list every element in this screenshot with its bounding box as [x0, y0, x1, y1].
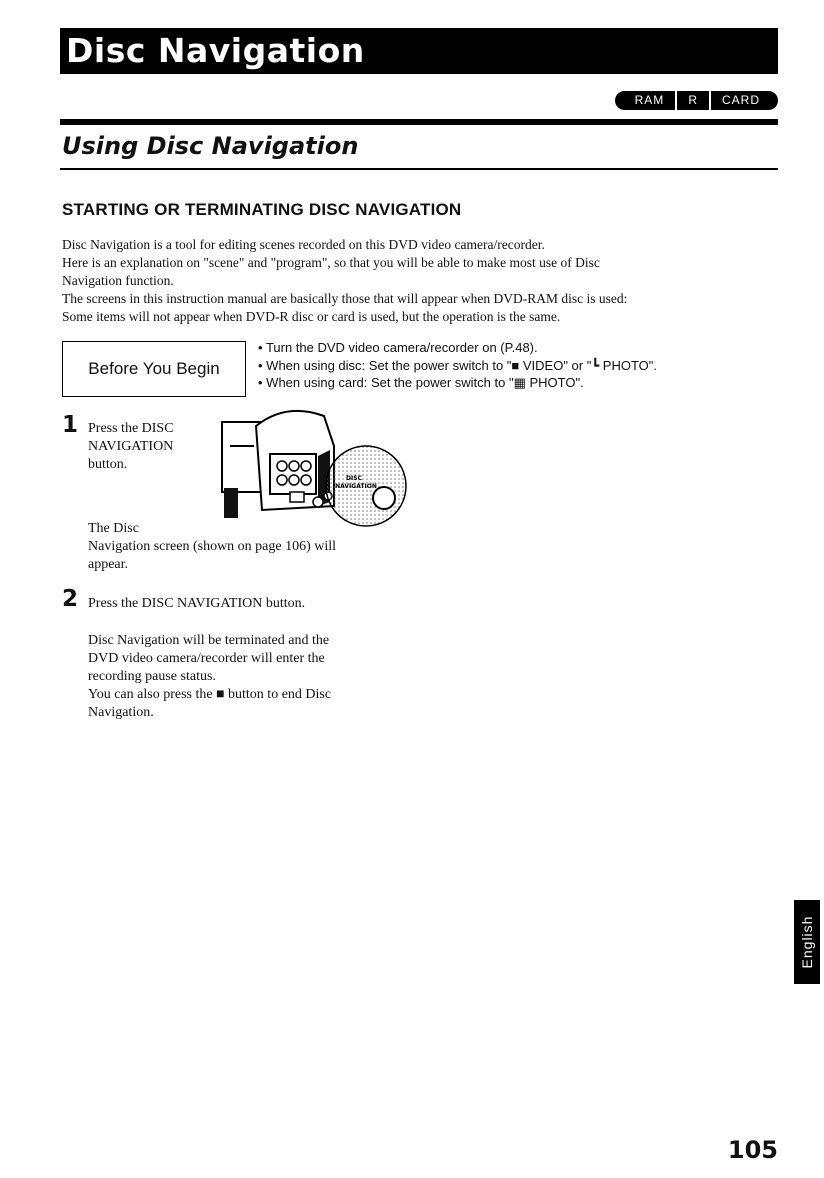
- step-line: Press the DISC NAVIGATION button.: [88, 596, 306, 611]
- badge-card: CARD: [709, 91, 778, 110]
- step-detail: [88, 632, 331, 722]
- badge-ram: RAM: [615, 91, 676, 110]
- page-number: 105: [727, 1136, 778, 1164]
- intro-line: Some items will not appear when DVD-R disc or card is used, but the operation is the same.: [62, 309, 561, 324]
- language-tab: [794, 900, 820, 984]
- navigation-button-label: NAVIGATION: [335, 483, 377, 490]
- disc-button-label: DISC: [346, 475, 362, 482]
- language-tab-label: English: [799, 915, 815, 969]
- list-item: • When using disc: Set the power switch to "■ VIDEO" or "┗ PHOTO".: [258, 357, 657, 375]
- before-you-begin-list: [258, 339, 657, 392]
- intro-line: The screens in this instruction manual are basically those that will appear when DVD-RAM disc is used:: [62, 291, 628, 306]
- subsection-heading: STARTING OR TERMINATING DISC NAVIGATION: [62, 200, 462, 219]
- step-line: button.: [88, 457, 128, 472]
- step-text: [88, 595, 305, 613]
- step-text: [88, 420, 174, 474]
- section-rule: [60, 168, 778, 170]
- step-detail-line: The Disc: [88, 521, 139, 536]
- step-detail-line: You can also press the ■ button to end Disc: [88, 687, 332, 702]
- list-item: • When using card: Set the power switch to "▦ PHOTO".: [258, 374, 657, 392]
- intro-line: Navigation function.: [62, 273, 174, 288]
- camcorder-illustration: [206, 406, 408, 528]
- media-badges: [615, 91, 778, 110]
- step-detail-line: Navigation.: [88, 705, 154, 720]
- step-number: 2: [62, 586, 79, 612]
- before-you-begin-box: Before You Begin: [62, 341, 246, 397]
- list-item: • Turn the DVD video camera/recorder on (P.48).: [258, 339, 657, 357]
- section-title: Using Disc Navigation: [62, 132, 359, 160]
- step-detail-line: DVD video camera/recorder will enter the: [88, 651, 325, 666]
- step-detail-line: Disc Navigation will be terminated and the: [88, 633, 330, 648]
- intro-paragraph: [62, 236, 778, 326]
- badge-r: R: [675, 91, 709, 110]
- intro-line: Here is an explanation on "scene" and "program", so that you will be able to make most use of Disc: [62, 255, 600, 270]
- chapter-title: Disc Navigation: [60, 28, 778, 74]
- step-line: Press the DISC: [88, 421, 174, 436]
- step-number: 1: [62, 412, 79, 438]
- step-detail-line: recording pause status.: [88, 669, 216, 684]
- intro-line: Disc Navigation is a tool for editing scenes recorded on this DVD video camera/recorder.: [62, 237, 545, 252]
- step-line: NAVIGATION: [88, 439, 174, 454]
- step-detail-line: Navigation screen (shown on page 106) will: [88, 539, 337, 554]
- step-detail: [88, 520, 336, 574]
- header-rule: [60, 119, 778, 125]
- step-detail-line: appear.: [88, 557, 129, 572]
